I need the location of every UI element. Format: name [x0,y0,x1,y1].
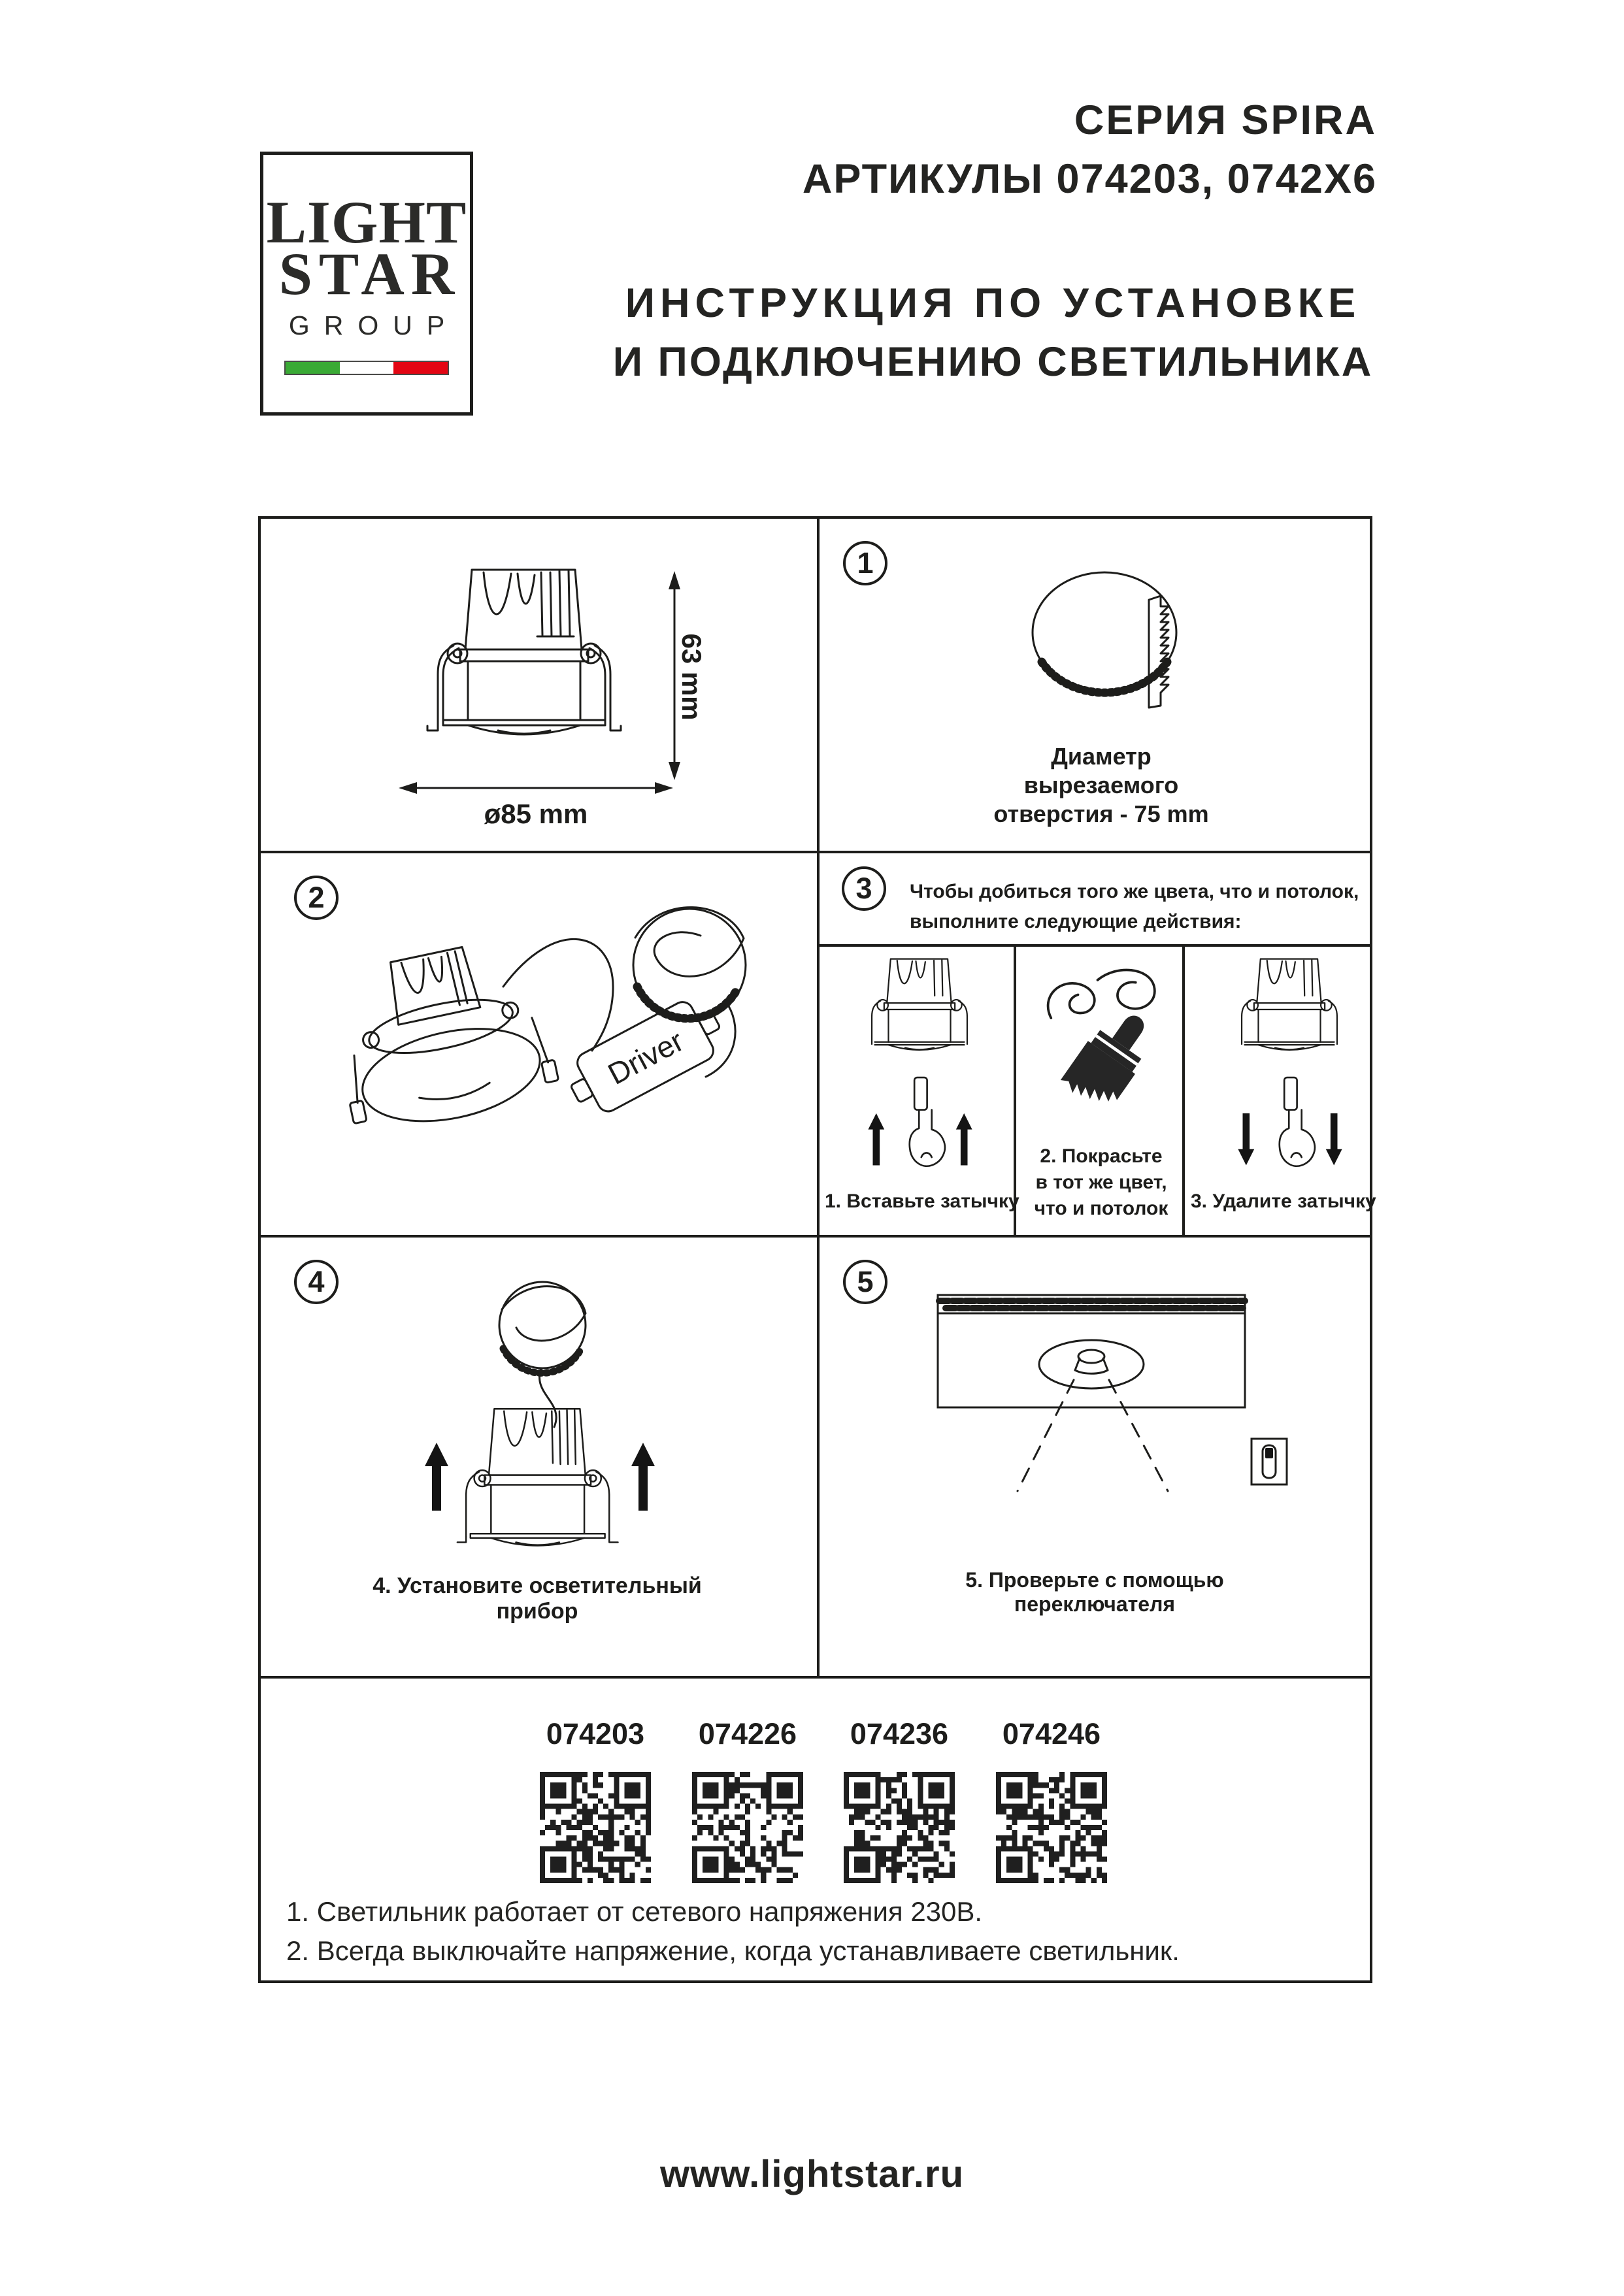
step-1-number: 1 [857,546,874,580]
qr-label: 074203 [546,1717,645,1750]
flag-white-stripe [340,362,394,374]
driver-label: Driver [602,1023,689,1091]
cut-hole-saw-drawing [1000,567,1216,730]
paintbrush-icon [1038,959,1168,1137]
step-3-number: 3 [855,872,872,905]
step-3-sub3-caption: 3. Удалите затычку [1191,1190,1376,1212]
series-title: СЕРИЯ SPIRA [1074,97,1377,143]
instruction-title-line2: И ПОДКЛЮЧЕНИЮ СВЕТИЛЬНИКА [612,339,1374,385]
diameter-dimension-label: ø85 mm [484,798,588,829]
step-3-sub1-caption: 1. Вставьте затычку [825,1190,1019,1212]
qr-label: 074246 [1002,1717,1101,1750]
hand-remove-plug-down-icon [1225,1073,1355,1183]
height-dimension-label: 63 mm [676,633,707,721]
instruction-title-line1: ИНСТРУКЦИЯ ПО УСТАНОВКЕ [625,280,1361,326]
header-titles [609,97,1377,385]
step3-header-divider [817,944,1370,947]
qr-code [844,1772,955,1883]
install-fixture-drawing [392,1275,686,1563]
step-3-header-line2: выполните следующие действия: [910,911,1242,932]
lightstar-logo [260,152,473,416]
step-5-number: 5 [857,1265,874,1298]
step-3-header-line1: Чтобы добиться того же цвета, что и потолок, [910,881,1359,902]
fixture-small-drawing [1221,955,1358,1064]
qr-code [540,1772,651,1883]
step-2-number: 2 [308,881,325,914]
step-5-badge [843,1260,887,1304]
logo-star-text: STAR [278,240,461,308]
step-4-badge [294,1260,339,1304]
step-4-caption: 4. Установите осветительный прибор [373,1573,702,1624]
note-line: 2. Всегда выключайте напряжение, когда устанавливаете светильник. [286,1935,1180,1966]
step-3-sub2-caption [1019,1143,1183,1222]
diameter-dimension-arrow [397,776,674,800]
step-1-badge [843,541,887,585]
step-3-sub2-caption-line3: что и потолок [1034,1198,1168,1219]
fixture-small-drawing [851,955,988,1064]
grid-vertical-divider [817,519,820,1676]
italian-flag-icon [284,361,449,375]
articles-title: АРТИКУЛЫ 074203, 0742X6 [802,156,1377,202]
step-1-caption-line3: отверстия - 75 mm [993,800,1209,827]
step-1-caption-line1: Диаметр [1051,743,1152,770]
grid-row-divider-1 [261,851,1370,853]
step-3-badge [842,866,886,911]
step-1-caption-line2: вырезаемого [1023,772,1179,798]
step-3-sub2-caption-line1: 2. Покрасьте [1040,1145,1163,1167]
qr-label: 074226 [698,1717,797,1750]
website-url: www.lightstar.ru [659,2153,965,2195]
fixture-with-driver-drawing [307,890,765,1217]
fixture-front-drawing [400,563,648,771]
flag-green-stripe [286,362,340,374]
step-1-caption [944,742,1258,828]
logo-group-text: GROUP [288,310,459,341]
logo-light-text: LIGHT [266,189,467,255]
qr-code [996,1772,1107,1883]
step-3-header [910,877,1367,937]
hand-insert-plug-up-icon [855,1073,986,1183]
step-5-caption: 5. Проверьте с помощью переключателя [965,1568,1224,1616]
grid-row-divider-3 [261,1676,1370,1679]
step-4-number: 4 [308,1265,325,1298]
qr-code [692,1772,803,1883]
qr-label: 074236 [850,1717,949,1750]
grid-row-divider-2 [261,1235,1370,1238]
flag-red-stripe [393,362,448,374]
step-3-sub2-caption-line2: в тот же цвет, [1035,1172,1167,1193]
note-line: 1. Светильник работает от сетевого напряжения 230В. [286,1896,983,1927]
ceiling-light-beam-drawing [912,1275,1330,1537]
